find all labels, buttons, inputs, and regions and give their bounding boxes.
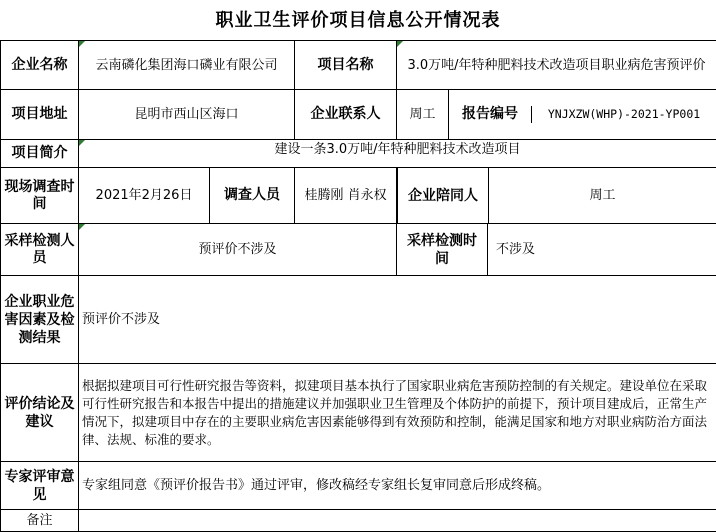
sampling-staff-label: 采样检测人员 [1,224,79,276]
table-row [1,364,716,462]
surveyors-label: 调查人员 [210,168,295,224]
table-row [1,462,716,510]
remark-value [79,510,716,532]
remark-label: 备注 [1,510,79,532]
project-name-label: 项目名称 [295,41,397,90]
sampling-time-value: 不涉及 [496,242,536,257]
hazard-value: 预评价不涉及 [79,276,716,364]
escort-value: 周工 [589,188,616,203]
info-table [0,40,716,532]
table-row [1,41,716,90]
sampling-staff-value: 预评价不涉及 [79,224,397,276]
project-intro-value: 建设一条3.0万吨/年特种肥料技术改造项目 [79,140,716,168]
page-title: 职业卫生评价项目信息公开情况表 [215,10,501,31]
report-number-value: YNJXZW(WHP)-2021-YP001 [547,107,701,121]
report-number-label: 报告编号 [449,106,532,123]
project-name-value: 3.0万吨/年特种肥料技术改造项目职业病危害预评价 [397,41,716,90]
sampling-time-label: 采样检测时间 [397,224,488,275]
surveyors-value: 桂腾刚 肖永权 [295,168,397,224]
report-number-cell [449,90,716,140]
table-row [1,90,716,140]
survey-time-label: 现场调查时间 [1,168,79,224]
escort-cell [397,168,716,224]
company-name-value: 云南磷化集团海口磷业有限公司 [79,41,295,90]
company-contact-value: 周工 [397,90,449,140]
table-row [1,168,716,224]
conclusion-value: 根据拟建项目可行性研究报告等资料，拟建项目基本执行了国家职业病危害预防控制的有关规定。建设单位在采取可行性研究报告和本报告中提出的措施建议并加强职业卫生管理及个体防护的前提下，预计项目建成后，正常生产情况下，拟建项目中存在的主要职业病危害因素能够得到有效预防和控制，能满足国家和地方对职业病防治方面法律、法规、标准的要求。 [79,364,716,462]
escort-label: 企业陪同人 [397,168,489,223]
company-name-label: 企业名称 [1,41,79,90]
table-row [1,140,716,168]
expert-opinion-value: 专家组同意《预评价报告书》通过评审，修改稿经专家组长复审同意后形成终稿。 [79,462,716,510]
table-row [1,510,716,532]
expert-opinion-label: 专家评审意见 [1,462,79,510]
sampling-time-cell [397,224,716,276]
project-intro-label: 项目简介 [1,140,79,168]
table-row [1,224,716,276]
survey-time-value: 2021年2月26日 [79,168,210,224]
project-address-value: 昆明市西山区海口 [79,90,295,140]
hazard-label: 企业职业危害因素及检测结果 [1,276,79,364]
company-contact-label: 企业联系人 [295,90,397,140]
project-address-label: 项目地址 [1,90,79,140]
conclusion-label: 评价结论及建议 [1,364,79,462]
table-row [1,276,716,364]
